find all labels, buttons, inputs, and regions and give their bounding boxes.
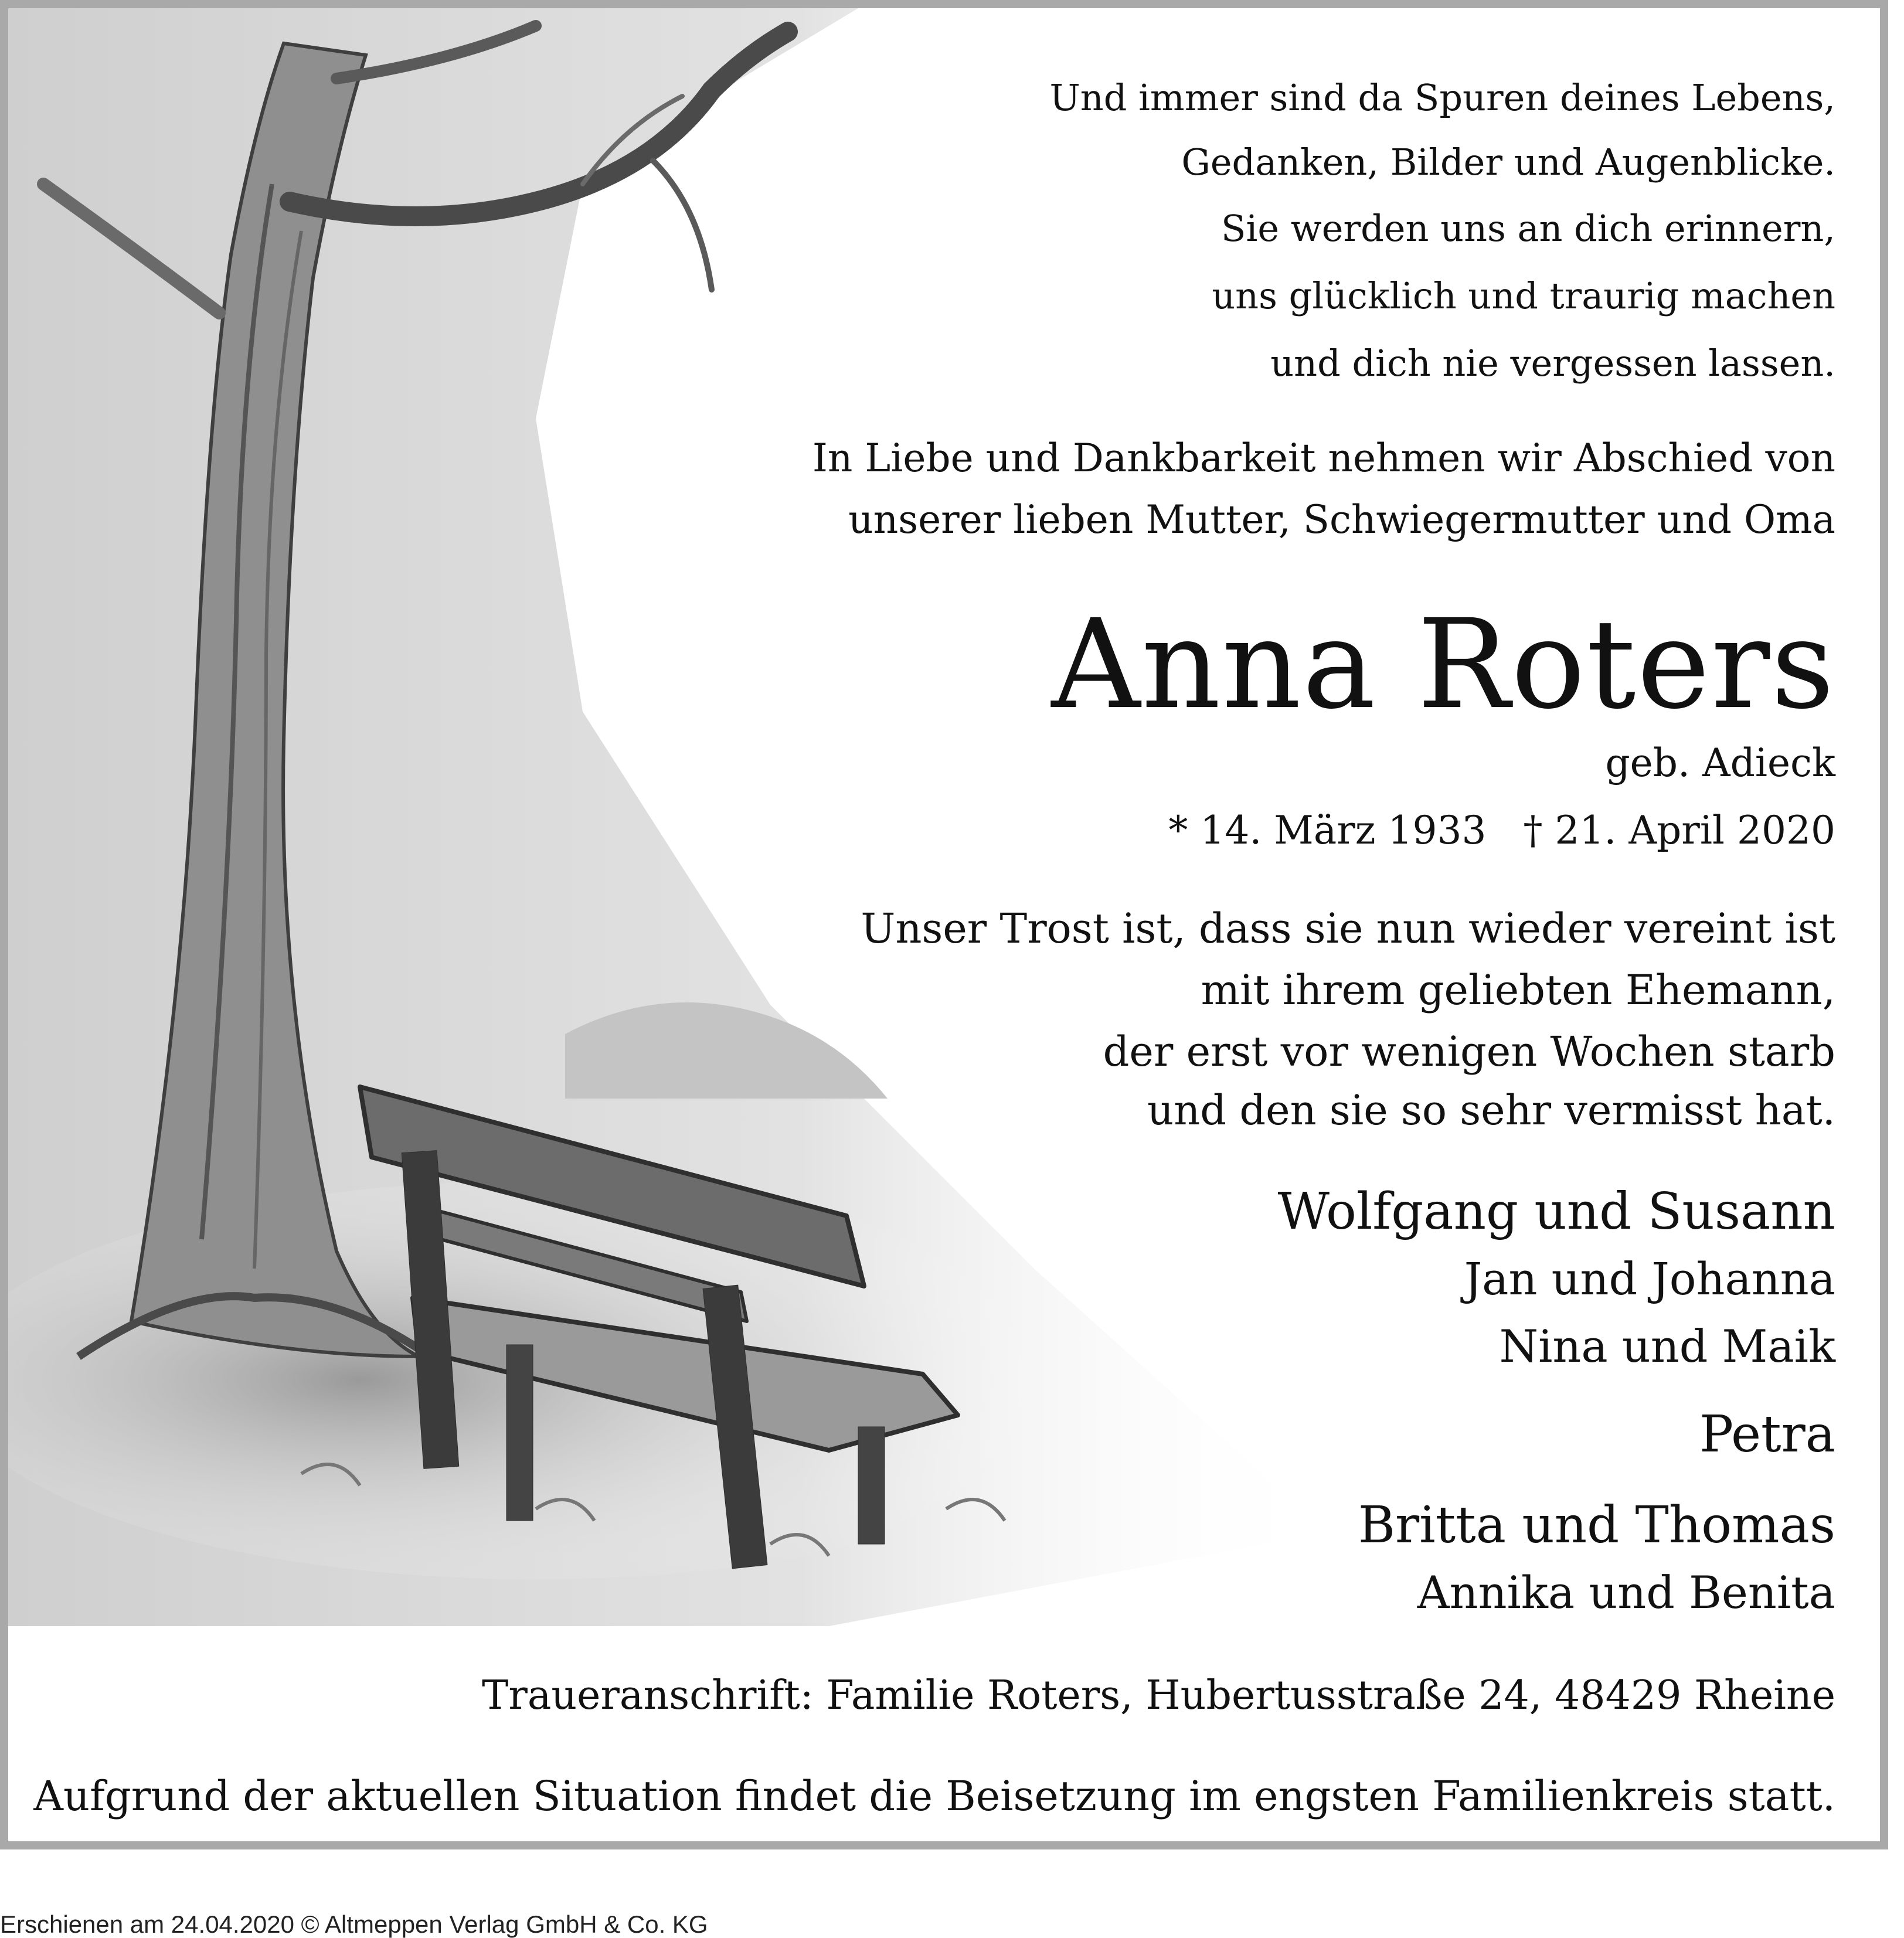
publication-footer: Erschienen am 24.04.2020 © Altmeppen Verlag GmbH & Co. KG xyxy=(0,1910,708,1938)
trost-line-2: mit ihrem geliebten Ehemann, xyxy=(1201,966,1835,1014)
mourning-address: Traueranschrift: Familie Roters, Hubertusstraße 24, 48429 Rheine xyxy=(481,1672,1835,1719)
deceased-name: Anna Roters xyxy=(1051,593,1835,736)
birth-name: geb. Adieck xyxy=(1605,740,1835,786)
intro-line-1: In Liebe und Dankbarkeit nehmen wir Abschied von xyxy=(812,436,1835,481)
trost-line-1: Unser Trost ist, dass sie nun wieder vereint ist xyxy=(861,905,1835,953)
family-line-1: Wolfgang und Susann xyxy=(1277,1182,1835,1241)
family-line-4: Petra xyxy=(1699,1405,1835,1464)
tree-bench-sketch-illustration xyxy=(8,8,1356,1638)
poem-line-1: Und immer sind da Spuren deines Lebens, xyxy=(1049,76,1835,119)
tree-branch-twig xyxy=(653,161,712,290)
distant-bush xyxy=(565,1002,888,1099)
poem-line-3: Sie werden uns an dich erinnern, xyxy=(1221,207,1835,250)
intro-line-2: unserer lieben Mutter, Schwiegermutter und Oma xyxy=(848,497,1835,542)
bench-leg-back xyxy=(506,1345,533,1521)
family-line-2: Jan und Johanna xyxy=(1464,1253,1835,1305)
poem-line-4: uns glücklich und traurig machen xyxy=(1212,274,1835,317)
poem-line-2: Gedanken, Bilder und Augenblicke. xyxy=(1181,141,1835,183)
poem-line-5: und dich nie vergessen lassen. xyxy=(1270,342,1835,385)
trost-line-3: der erst vor wenigen Wochen starb xyxy=(1103,1028,1835,1076)
family-line-3: Nina und Maik xyxy=(1499,1320,1835,1372)
life-dates: * 14. März 1933 † 21. April 2020 xyxy=(1168,808,1835,853)
bench-leg-rear-right xyxy=(858,1427,885,1544)
trost-line-4: und den sie so sehr vermisst hat. xyxy=(1147,1086,1835,1134)
family-line-5: Britta und Thomas xyxy=(1358,1496,1835,1555)
burial-notice: Aufgrund der aktuellen Situation findet die Beisetzung im engsten Familienkreis statt. xyxy=(33,1772,1835,1820)
family-line-6: Annika und Benita xyxy=(1417,1566,1835,1619)
